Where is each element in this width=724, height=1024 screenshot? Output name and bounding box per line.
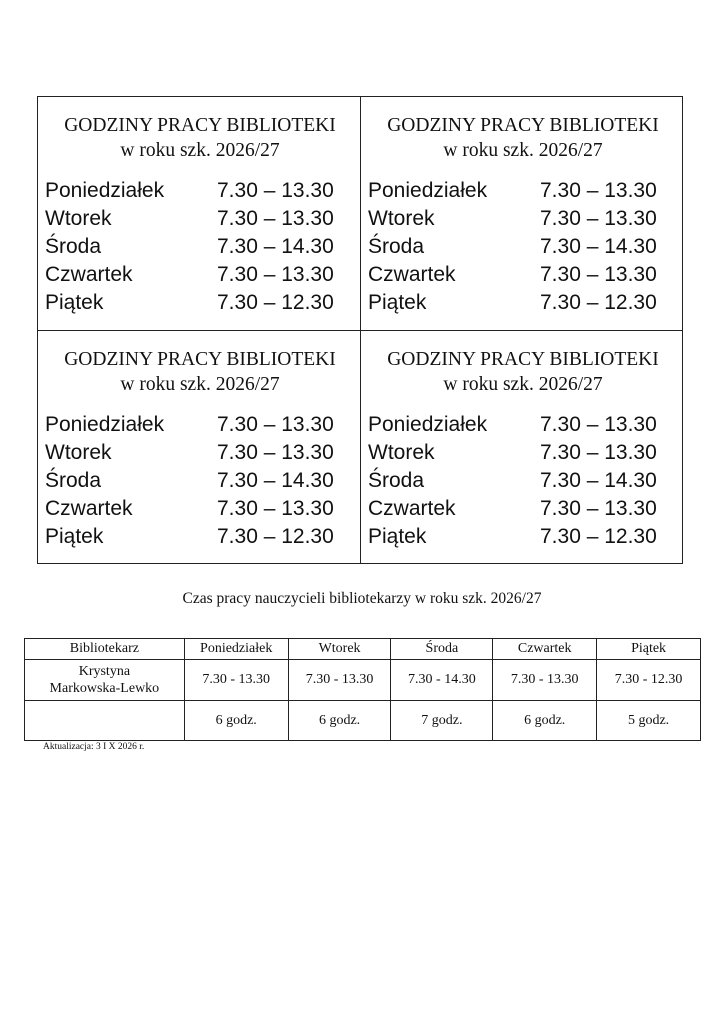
box-rows [368, 177, 668, 317]
total-monday: 6 godz. [184, 701, 288, 741]
hours-value: 7.30 – 13.30 [217, 441, 334, 464]
day-label: Środa [368, 235, 425, 258]
header-thursday: Czwartek [493, 639, 597, 660]
day-label: Poniedziałek [368, 179, 488, 202]
day-label: Środa [45, 469, 102, 492]
staff-hours-table [24, 638, 701, 741]
librarian-name [25, 660, 185, 701]
hours-value: 7.30 – 13.30 [540, 497, 657, 520]
day-label: Piątek [45, 525, 104, 548]
box-subtitle: w roku szk. 2026/27 [443, 140, 603, 161]
row-thursday [368, 495, 668, 523]
hours-value: 7.30 – 12.30 [217, 291, 334, 314]
total-wednesday: 7 godz. [391, 701, 493, 741]
hours-value: 7.30 – 13.30 [540, 179, 657, 202]
row-wednesday [368, 467, 668, 495]
box-rows [45, 177, 345, 317]
librarian-first-name: Krystyna [78, 664, 131, 679]
header-tuesday: Wtorek [288, 639, 391, 660]
day-label: Piątek [368, 291, 427, 314]
row-monday [45, 411, 345, 439]
hours-box-bottom-right [361, 331, 683, 565]
row-tuesday [45, 439, 345, 467]
staff-hours-caption: Czas pracy nauczycieli bibliotekarzy w roku szk. 2026/27 [182, 590, 542, 607]
hours-thursday: 7.30 - 13.30 [493, 660, 597, 701]
header-librarian: Bibliotekarz [25, 639, 185, 660]
row-friday [368, 289, 668, 317]
box-rows [368, 411, 668, 551]
hours-value: 7.30 – 14.30 [540, 235, 657, 258]
total-thursday: 6 godz. [493, 701, 597, 741]
box-subtitle: w roku szk. 2026/27 [120, 140, 280, 161]
day-label: Wtorek [368, 207, 435, 230]
hours-wednesday: 7.30 - 14.30 [391, 660, 493, 701]
table-header-row [25, 639, 701, 660]
table-row-totals [25, 701, 701, 741]
day-label: Czwartek [368, 497, 456, 520]
totals-label [25, 701, 185, 741]
box-subtitle: w roku szk. 2026/27 [443, 374, 603, 395]
row-thursday [368, 261, 668, 289]
hours-monday: 7.30 - 13.30 [184, 660, 288, 701]
row-tuesday [368, 205, 668, 233]
hours-value: 7.30 – 13.30 [217, 413, 334, 436]
row-wednesday [45, 467, 345, 495]
box-subtitle: w roku szk. 2026/27 [120, 374, 280, 395]
hours-box-bottom-left [38, 331, 360, 565]
hours-tuesday: 7.30 - 13.30 [288, 660, 391, 701]
hours-box-top-right [361, 97, 683, 331]
row-wednesday [368, 233, 668, 261]
update-note: Aktualizacja: 3 I X 2026 r. [43, 742, 145, 752]
hours-value: 7.30 – 13.30 [540, 413, 657, 436]
hours-box-top-left [38, 97, 360, 331]
box-rows [45, 411, 345, 551]
hours-value: 7.30 – 13.30 [217, 179, 334, 202]
row-wednesday [45, 233, 345, 261]
box-title: GODZINY PRACY BIBLIOTEKI [64, 115, 336, 136]
row-tuesday [45, 205, 345, 233]
row-monday [45, 177, 345, 205]
hours-friday: 7.30 - 12.30 [597, 660, 701, 701]
hours-value: 7.30 – 13.30 [540, 263, 657, 286]
row-friday [368, 523, 668, 551]
box-title: GODZINY PRACY BIBLIOTEKI [387, 349, 659, 370]
hours-value: 7.30 – 12.30 [540, 525, 657, 548]
day-label: Wtorek [45, 207, 112, 230]
total-tuesday: 6 godz. [288, 701, 391, 741]
day-label: Środa [45, 235, 102, 258]
hours-value: 7.30 – 14.30 [217, 235, 334, 258]
row-monday [368, 411, 668, 439]
hours-value: 7.30 – 14.30 [540, 469, 657, 492]
day-label: Czwartek [368, 263, 456, 286]
hours-value: 7.30 – 13.30 [540, 441, 657, 464]
hours-value: 7.30 – 13.30 [217, 497, 334, 520]
hours-value: 7.30 – 13.30 [217, 207, 334, 230]
hours-value: 7.30 – 12.30 [217, 525, 334, 548]
day-label: Poniedziałek [45, 179, 165, 202]
row-thursday [45, 261, 345, 289]
day-label: Czwartek [45, 263, 133, 286]
row-friday [45, 289, 345, 317]
library-hours-grid [37, 96, 683, 564]
header-monday: Poniedziałek [184, 639, 288, 660]
box-title: GODZINY PRACY BIBLIOTEKI [387, 115, 659, 136]
box-title: GODZINY PRACY BIBLIOTEKI [64, 349, 336, 370]
hours-value: 7.30 – 14.30 [217, 469, 334, 492]
hours-value: 7.30 – 13.30 [217, 263, 334, 286]
header-wednesday: Środa [391, 639, 493, 660]
row-tuesday [368, 439, 668, 467]
day-label: Piątek [45, 291, 104, 314]
day-label: Wtorek [368, 441, 435, 464]
day-label: Środa [368, 469, 425, 492]
header-friday: Piątek [597, 639, 701, 660]
hours-value: 7.30 – 12.30 [540, 291, 657, 314]
row-thursday [45, 495, 345, 523]
day-label: Czwartek [45, 497, 133, 520]
day-label: Poniedziałek [368, 413, 488, 436]
librarian-last-name: Markowska-Lewko [49, 681, 160, 696]
day-label: Piątek [368, 525, 427, 548]
total-friday: 5 godz. [597, 701, 701, 741]
row-monday [368, 177, 668, 205]
table-row [25, 660, 701, 701]
day-label: Wtorek [45, 441, 112, 464]
day-label: Poniedziałek [45, 413, 165, 436]
row-friday [45, 523, 345, 551]
hours-value: 7.30 – 13.30 [540, 207, 657, 230]
